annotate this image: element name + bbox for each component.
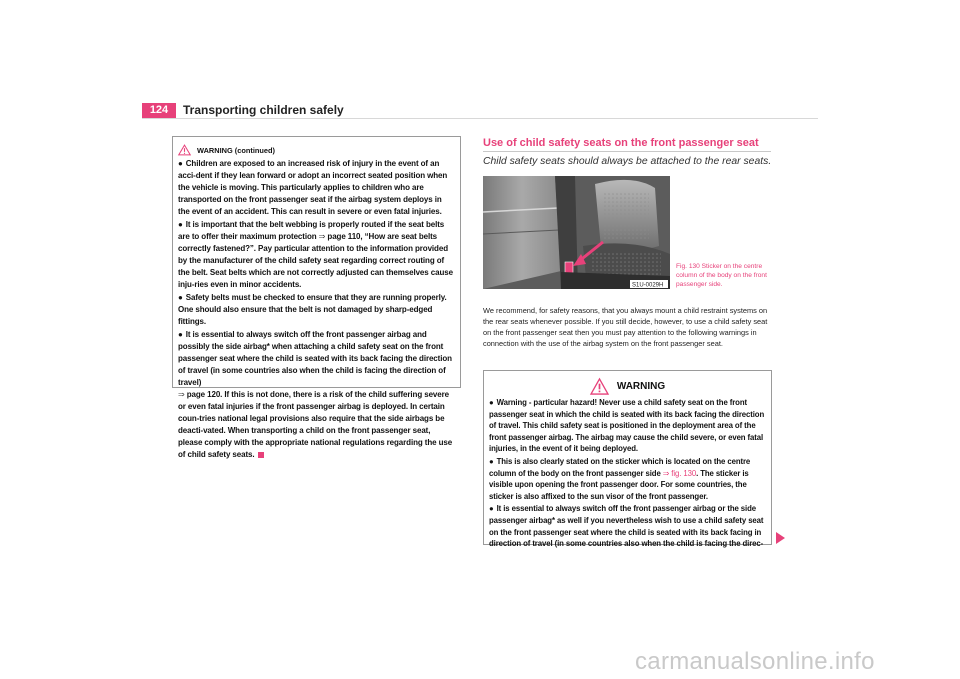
warning-triangle-icon — [178, 144, 191, 156]
section-title: Use of child safety seats on the front passenger seat — [483, 137, 759, 149]
warning-item-text: It is essential to always switch off the front passenger airbag or the side passenger airbag* as well if you nevertheless wish to use a child safety seat on the front passenger seat where the child is seated with its back facing in direction of travel (in some countries also when the child is facing the direc- — [489, 504, 764, 549]
warning-item — [178, 292, 455, 328]
warning-item — [489, 503, 766, 549]
warning-item-text: . The sticker is visible upon opening the front passenger door. For some countries, the sticker is also affixed to the sun visor of the front passenger. — [489, 468, 749, 501]
section-divider — [483, 151, 771, 152]
warning-heading-label: WARNING — [616, 380, 666, 392]
bullet-icon: ● — [489, 504, 494, 514]
bullet-icon: ● — [178, 159, 183, 168]
warning-heading — [178, 142, 455, 158]
continue-arrow-icon — [775, 532, 785, 544]
warning-box — [483, 370, 772, 549]
warning-text — [178, 158, 455, 461]
end-of-section-icon — [258, 452, 264, 458]
bullet-icon: ● — [178, 330, 183, 339]
cross-reference-arrow: ⇒ — [318, 232, 326, 241]
bullet-icon: ● — [489, 398, 494, 407]
bullet-icon: ● — [489, 456, 494, 466]
warning-text — [489, 397, 766, 550]
bullet-icon: ● — [178, 220, 183, 229]
warning-triangle-icon — [590, 378, 609, 395]
warning-item-text: Warning - particular hazard! Never use a child safety seat on the front passenger seat in which the child is seated with its back facing the direction of travel. This child safety seat is positioned in the deployment area of the front passenger airbag. The airbag may cause the child severe, or even fatal injuries, in the event of it being deployed. — [489, 398, 765, 454]
warning-item — [178, 329, 455, 461]
warning-item-text: page 120. If this is not done, there is a risk of the child suffering severe or even fatal injuries if the front passenger airbag is deployed. In certain coun-tries national legal provisions also require that the side airbags be deacti-vated. When transporting a child on the front passenger seat, please comply with the appropriate national regulations regarding the use of child safety seats. — [178, 390, 453, 459]
bullet-icon: ● — [178, 293, 183, 302]
warning-heading — [489, 375, 766, 397]
header-divider — [142, 118, 818, 119]
body-paragraph: We recommend, for safety reasons, that you always mount a child restraint systems on the rear seats whenever possible. If you still decide, however, to use a child safety seat on the front passenger seat then you must pay attention to the following warnings in connection with the use of the airbag system on the front passenger seat. — [483, 306, 768, 348]
warning-item-text: It is essential to always switch off the front passenger airbag and possibly the side airbag* when attaching a child safety seat on the front passenger seat where the child is seated with its back facing the direction of travel (in some countries also when the child is facing the direction of travel) — [178, 330, 452, 387]
page-header-title: Transporting children safely — [183, 103, 344, 117]
figure-photo — [483, 176, 670, 289]
warning-item-text: This is also clearly stated on the sticker which is located on the centre column of the body on the front passenger side — [489, 456, 751, 478]
warning-item-text: Safety belts must be checked to ensure that they are running properly. One should also ensure that the belt is not damaged by sharp-edged fittings. — [178, 293, 447, 326]
figure-caption: Fig. 130 Sticker on the centre column of the body on the front passenger side. — [676, 263, 767, 288]
watermark: carmanualsonline.info — [635, 648, 875, 675]
warning-item — [178, 158, 455, 218]
warning-item-text: It is important that the belt webbing is properly routed if the seat belts are to offer their maximum protection — [178, 220, 445, 241]
warning-box-continued — [172, 136, 461, 459]
figure-reference-link[interactable]: ⇒ fig. 130 — [662, 468, 697, 478]
warning-item-text: page 110, “How are seat belts correctly fastened?”. Pay particular attention to the information provided by the manufacturer of the child safety seat regarding correct routing of the belt. Seat belts which are not correctly adjusted can themselves cause inju-ries even in minor accidents. — [178, 232, 453, 289]
section-subtitle: Child safety seats should always be attached to the rear seats. — [483, 156, 772, 167]
warning-item — [489, 456, 766, 502]
page-number: 124 — [142, 103, 176, 118]
warning-item-text: Children are exposed to an increased risk of injury in the event of an acci-dent if they lean forward or adopt an incorrect seated position when the vehicle is moving. This particularly applies to children who are transported on the front passenger seat if the airbag system deploys in the event of an accident. This can result in severe or even fatal injuries. — [178, 159, 448, 216]
warning-item — [178, 219, 455, 291]
car-seat-illustration — [483, 176, 670, 289]
cross-reference-arrow: ⇒ — [178, 390, 185, 399]
figure-code: S1U-0029H — [632, 282, 664, 289]
warning-item — [489, 397, 766, 455]
warning-heading-label: WARNING (continued) — [197, 145, 276, 155]
